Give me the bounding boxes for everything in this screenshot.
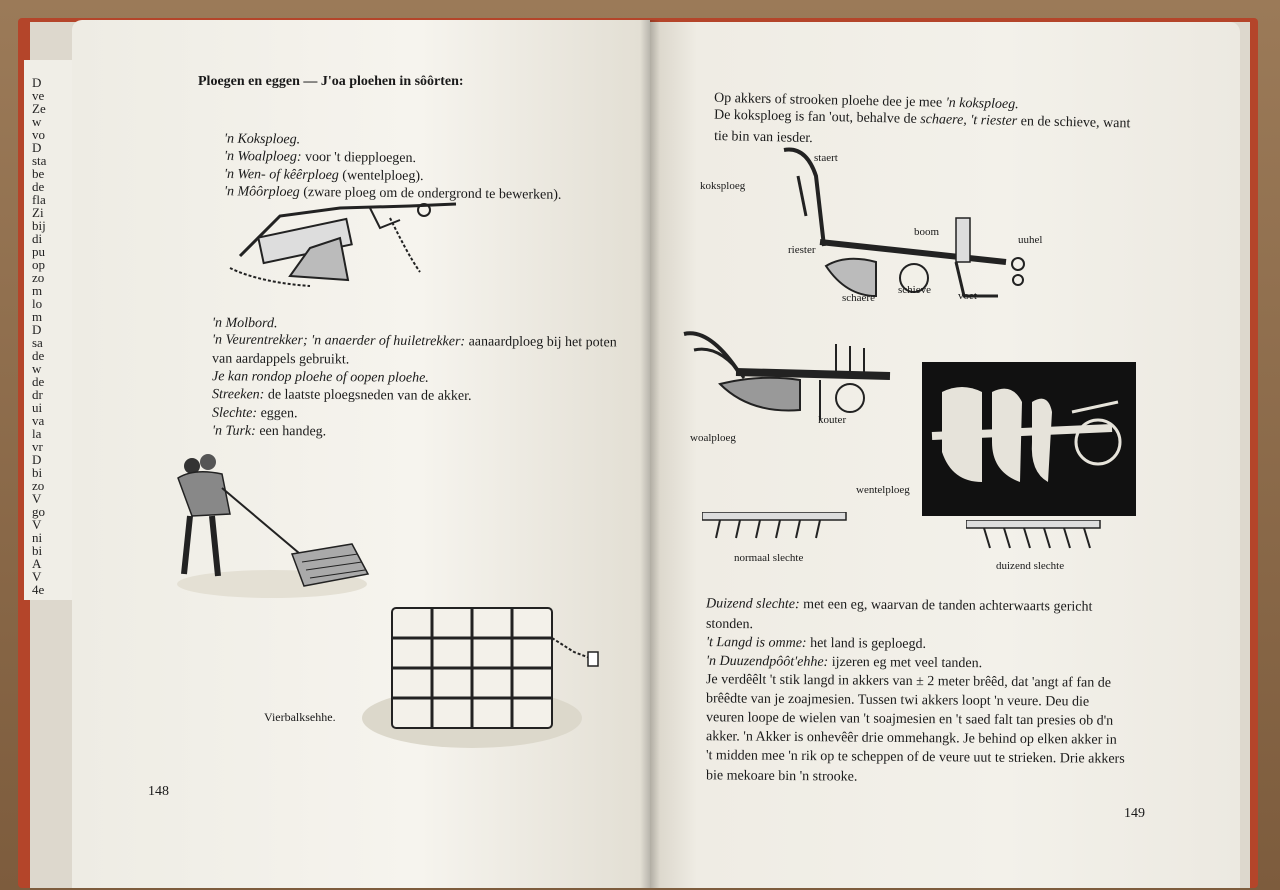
term: 'n Turk: (211, 423, 256, 439)
term: Slechte: (211, 405, 258, 422)
intro-pre: De koksploeg is fan 'out, behalve de (713, 107, 921, 127)
margin-fragment: ve (32, 88, 45, 103)
description: de laatste ploegsneden van de akker. (264, 387, 472, 404)
margin-fragment: vr (32, 439, 43, 454)
right-page (650, 22, 1240, 888)
margin-fragment: m (32, 309, 43, 324)
text-line (212, 387, 472, 405)
margin-fragment: w (32, 114, 42, 129)
text-line (706, 635, 926, 653)
margin-fragment: m (32, 283, 43, 298)
intro-line (714, 129, 813, 147)
text-line (212, 424, 326, 441)
margin-fragment: go (32, 504, 45, 519)
woalploeg-illustration (680, 324, 900, 434)
left-page (72, 20, 650, 888)
text-line (224, 132, 300, 149)
margin-fragment: di (32, 231, 43, 246)
caption-vierbalksehhe: Vierbalksehhe. (264, 710, 336, 724)
term: Streeken: (211, 387, 265, 403)
text-line (212, 333, 617, 352)
label-koksploeg: koksploeg (700, 180, 746, 192)
label-normaal-slechte: normaal slechte (734, 552, 804, 564)
label-schaere: schaere (842, 292, 875, 304)
text-line (224, 167, 424, 185)
description: met een eg, waarvan de tanden achterwaarts gericht (799, 597, 1093, 615)
description: 't midden mee 'n rik op te scheppen of de veure uut te strieken. Drie akkers (705, 748, 1125, 767)
label-wentelploeg: wentelploeg (856, 484, 910, 496)
text-line (706, 596, 1093, 615)
intro-em: 'n koksploeg. (945, 95, 1019, 113)
text-line (706, 654, 982, 672)
margin-fragment: de (32, 374, 45, 389)
margin-fragment: D (32, 322, 42, 337)
text-line (212, 406, 298, 423)
term: 't Langd is omme: (705, 635, 807, 651)
text-line (706, 729, 1117, 749)
term: 'n Môôrploeg (223, 184, 300, 201)
margin-fragment: pu (32, 244, 45, 259)
term: 'n Molbord. (211, 315, 278, 332)
margin-fragment: zo (32, 478, 45, 493)
duizend-slechte-illustration (966, 520, 1102, 554)
intro-post: en de schieve, want (1017, 113, 1131, 132)
margin-fragment: V (32, 517, 42, 532)
text-line (706, 748, 1125, 768)
margin-fragment: zo (32, 270, 45, 285)
label-woalploeg: woalploeg (690, 432, 736, 444)
term: 'n Veurentrekker; 'n anaerder of huiletrekker: (211, 332, 466, 350)
term: 'n Woalploeg: (223, 148, 302, 165)
description: (zware ploeg om de ondergrond te bewerken). (299, 185, 562, 203)
page-number-right: 149 (1124, 806, 1145, 821)
margin-fragment: A (32, 556, 42, 571)
margin-fragment: w (32, 361, 42, 376)
description: een handeg. (255, 423, 327, 440)
margin-fragment: Ze (32, 101, 46, 116)
text-line (212, 316, 278, 332)
description: (wentelploeg). (338, 168, 424, 185)
description: voor 't diepploegen. (301, 149, 417, 167)
description: ijzeren eg met veel tanden. (828, 654, 983, 672)
margin-fragment: de (32, 348, 45, 363)
term: Duizend slechte: (705, 596, 800, 613)
margin-fragment: 4e (32, 582, 45, 597)
description: aanaardploeg bij het poten (465, 334, 617, 351)
description: stonden. (705, 616, 754, 633)
text-line (706, 672, 1111, 692)
margin-fragment: V (32, 491, 42, 506)
normaal-slechte-illustration (702, 512, 848, 542)
label-uuhel: uuhel (1018, 234, 1043, 246)
label-duizend-slechte: duizend slechte (996, 560, 1065, 572)
vierbalksehhe-illustration (352, 598, 602, 758)
description: bie mekoare bin 'n strooke. (705, 768, 858, 785)
label-schieve: schieve (898, 284, 931, 296)
margin-fragment: bij (32, 218, 46, 233)
page-heading: Ploegen en eggen — J'oa ploehen in sôôrten: (198, 74, 464, 89)
margin-fragment: sa (32, 335, 43, 350)
wentelploeg-illustration (922, 362, 1136, 516)
margin-fragment: D (32, 140, 42, 155)
description: veuren loope de wielen van 't soajmesien en 't saed falt tan presies ob d'n (705, 710, 1114, 729)
term: 'n Wen- of kêêrploeg (223, 166, 339, 184)
description: Je verdêêlt 't stik langd in akkers van ± 2 meter brêêd, dat 'angt af fan de (705, 672, 1112, 691)
description: eggen. (257, 406, 298, 422)
margin-fragment: ui (32, 400, 43, 415)
text-line (706, 710, 1113, 730)
margin-fragment: la (32, 426, 42, 441)
description: akker. 'n Akker is onhevêêr drie ommehangk. Je behind op elken akker in (705, 729, 1117, 748)
margin-fragment: sta (32, 153, 47, 168)
intro-pre: Op akkers of strooken ploehe dee je mee (713, 90, 946, 111)
margin-fragment: dr (32, 387, 43, 402)
margin-fragment: be (32, 166, 45, 181)
margin-fragment: Zi (32, 205, 44, 220)
margin-fragment: V (32, 569, 42, 584)
description: brêêdte van je zoajmesien. Tussen twi akkers loopt 'n veure. Deu die (705, 691, 1090, 710)
margin-fragment: ni (32, 530, 43, 545)
margin-fragment: va (32, 413, 45, 428)
label-voet: voet (958, 290, 977, 302)
text-line (224, 149, 416, 167)
margin-fragment: D (32, 75, 42, 90)
margin-fragment: bi (32, 465, 43, 480)
text-line (212, 352, 349, 369)
turk-handeg-illustration (172, 454, 372, 604)
label-riester: riester (788, 244, 816, 256)
margin-fragment: lo (32, 296, 43, 311)
moorploeg-illustration (220, 198, 460, 290)
text-line (212, 369, 429, 387)
margin-fragment: op (32, 257, 45, 272)
text-line (706, 691, 1089, 710)
intro-pre: tie bin van iesder. (713, 128, 813, 147)
description: van aardappels gebruikt. (211, 351, 350, 368)
intro-line (714, 108, 1131, 133)
label-staert: staert (814, 152, 838, 164)
label-kouter: kouter (818, 414, 847, 426)
intro-em: schaere, 't riester (920, 111, 1018, 129)
margin-fragment: fla (32, 192, 46, 207)
label-boom: boom (914, 226, 940, 238)
page-number-left: 148 (148, 784, 169, 799)
term: 'n Duuzendpôôt'ehhe: (705, 653, 829, 670)
description: het land is geploegd. (806, 635, 927, 652)
text-line (706, 617, 753, 633)
term: 'n Koksploeg. (223, 131, 301, 148)
margin-fragment: de (32, 179, 45, 194)
term: Je kan rondop ploehe of oopen ploehe. (211, 369, 429, 386)
margin-fragment: bi (32, 543, 43, 558)
margin-fragment: D (32, 452, 42, 467)
book-spine (640, 20, 660, 888)
margin-fragment: vo (32, 127, 45, 142)
text-line (706, 768, 858, 785)
